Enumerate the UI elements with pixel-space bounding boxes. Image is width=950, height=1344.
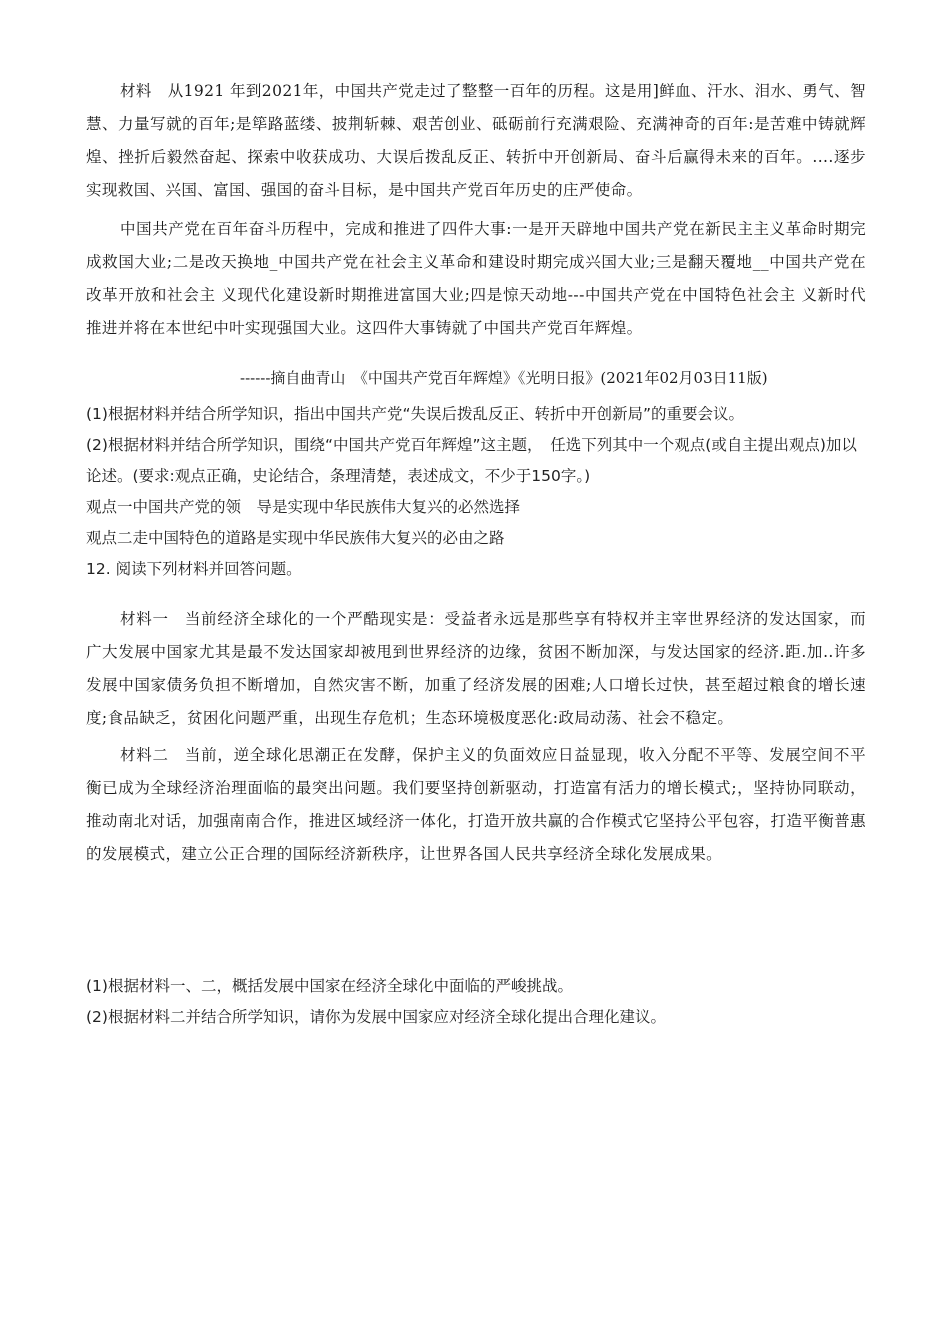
question-2: (2)根据材料并结合所学知识，围绕“中国共产党百年辉煌”这主题， 任选下列其中一个观点(或自主提出观点)加以论述。(要求:观点正确，史论结合，条理清楚，表述成文，不少于150字。) [86,436,857,485]
material-paragraph-1: 材料 从1921 年到2021年，中国共产党走过了整整一百年的历程。这是用]鲜血、汗水、泪水、勇气、智慧、力量写就的百年;是筚路蓝缕、披荆斩棘、艰苦创业、砥砺前行充满艰险、充满神奇的百年:是苦难中铸就辉煌、挫折后毅然奋起、探索中收获成功、大误后拨乱反正、转折中开创新局、奋斗后赢得未来的百年。....逐步实现救国、兴国、富国、强国的奋斗目标，是中国共产党百年历史的庄严使命。 [86,82,866,199]
material-passage-globalization [86,603,866,871]
material-source-citation: ------摘自曲青山 《中国共产党百年辉煌》《光明日报》(2021年02月03日11版) [240,369,768,387]
question-block-centenary [86,399,866,585]
question-block-globalization [86,971,866,1033]
viewpoint-1: 观点一中国共产党的领 导是实现中华民族伟大复兴的必然选择 [86,498,521,516]
question-12-title: 12. 阅读下列材料并回答问题。 [86,560,302,578]
material-passage-centenary [86,75,866,345]
material-one: 材料一 当前经济全球化的一个严酷现实是：受益者永远是那些享有特权并主宰世界经济的发达国家，而广大发展中国家尤其是最不发达国家却被甩到世界经济的边缘，贫困不断加深，与发达国家的经济.距.加..许多发展中国家债务负担不断增加，自然灾害不断，加重了经济发展的困难;人口增长过快，甚至超过粮食的增长速度;食品缺乏，贫困化问题严重，出现生存危机；生态环境极度恶化:政局动荡、社会不稳定。 [86,610,866,727]
question-12-1: (1)根据材料一、二，概括发展中国家在经济全球化中面临的严峻挑战。 [86,977,573,995]
question-12-2: (2)根据材料二并结合所学知识，请你为发展中国家应对经济全球化提出合理化建议。 [86,1008,666,1026]
question-1: (1)根据材料并结合所学知识，指出中国共产党“失误后拨乱反正、转折中开创新局”的重要会议。 [86,405,745,423]
material-paragraph-2: 中国共产党在百年奋斗历程中，完成和推进了四件大事:一是开天辟地中国共产党在新民主主义革命时期完成救国大业;二是改天换地_中国共产党在社会主义革命和建设时期完成兴国大业;三是翻天覆地__中国共产党在改革开放和社会主 义现代化建设新时期推进富国大业;四是惊天动地---中国共产党在中国特色社会主 义新时代推进并将在本世纪中叶实现强国大业。这四件大事铸就了中国共产党百年辉煌。 [86,220,866,337]
material-two: 材料二 当前，逆全球化思潮正在发酵，保护主义的负面效应日益显现，收入分配不平等、发展空间不平衡已成为全球经济治理面临的最突出问题。我们要坚持创新驱动，打造富有活力的增长模式;，坚持协同联动，推动南北对话，加强南南合作，推进区域经济一体化，打造开放共赢的合作模式它坚持公平包容，打造平衡普惠的发展模式，建立公正合理的国际经济新秩序，让世界各国人民共享经济全球化发展成果。 [86,746,866,863]
viewpoint-2: 观点二走中国特色的道路是实现中华民族伟大复兴的必由之路 [86,529,505,547]
